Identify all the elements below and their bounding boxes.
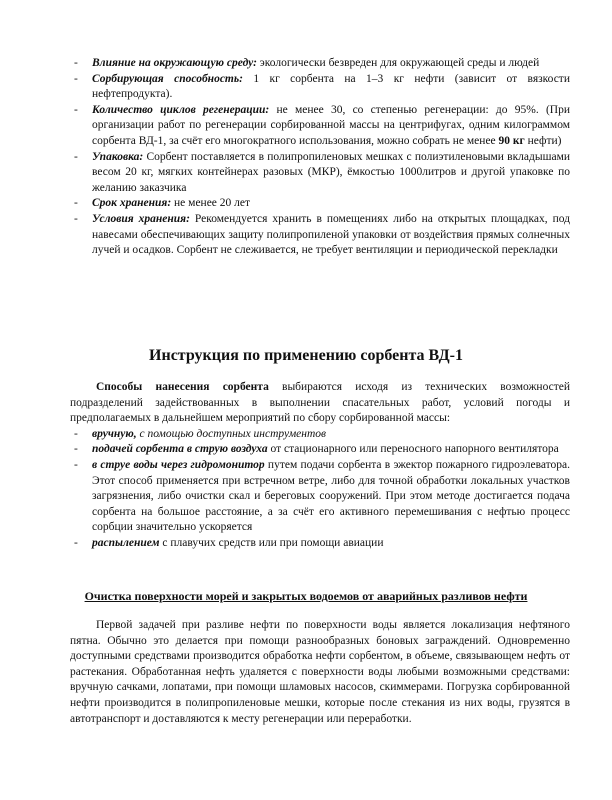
list-bullet: -	[74, 72, 78, 85]
intro-term: Способы нанесения сорбента	[96, 381, 269, 393]
item-text: 1 кг сорбента на 1–3 кг нефти (зависит от вязкости нефтепродукта).	[92, 72, 570, 101]
item-bold-value: 90 кг	[498, 134, 525, 147]
instructions-heading: Инструкция по применению сорбента ВД-1	[149, 347, 463, 364]
methods-list	[70, 427, 570, 552]
item-text: не менее 20 лет	[171, 197, 251, 210]
cleanup-heading: Очистка поверхности морей и закрытых водоемов от аварийных разливов нефти	[84, 589, 528, 603]
list-bullet: -	[74, 458, 78, 471]
list-item-sorption	[70, 72, 570, 103]
item-term: Условия хранения:	[92, 212, 190, 225]
intro-text: выбираются исходя из технических возможностей подразделений задействованных в выполнении спасательных работ, условий погоды и предполагаемых в дальнейшем мероприятий по сбору сорбированной массы:	[70, 381, 570, 425]
item-text: экологически безвреден для окружающей среды и людей	[256, 57, 540, 69]
item-term: Влияние на окружающую среду:	[92, 57, 257, 69]
list-item-method-spray	[70, 536, 570, 552]
list-bullet: -	[74, 427, 78, 440]
item-term: Количество циклов регенерации:	[92, 103, 270, 116]
list-bullet: -	[74, 443, 78, 456]
item-term: Срок хранения:	[92, 197, 172, 210]
cleanup-section	[70, 618, 570, 727]
list-item-environment	[70, 56, 570, 72]
list-item-shelf-life	[70, 196, 570, 212]
item-term: Упаковка:	[92, 150, 144, 163]
item-text: Сорбент поставляется в полипропиленовых мешках с полиэтиленовыми вкладышами весом 20 кг, мягких контейнерах разовых (МКР), ёмкостью 1000литров и другой упаковке по желанию заказчика	[92, 150, 570, 194]
instructions-intro	[70, 380, 570, 427]
item-term: Сорбирующая способность:	[92, 72, 243, 85]
item-text: от стационарного или переносного напорного вентилятора	[267, 443, 559, 456]
item-term: вручную,	[92, 427, 137, 440]
item-text: не менее 30, со степенью регенерации: до 95%. (При организации работ по регенерации сорбированной массы на центрифугах, одним килограммом сорбента ВД-1, за счёт его многократного использования, можно собрать не менее	[92, 103, 570, 147]
list-bullet: -	[74, 150, 78, 163]
cleanup-paragraph: Первой задачей при разливе нефти по поверхности воды является локализация нефтяного пятна. Обычно это делается при помощи разнообразных боновых заграждений. Одновременно доступными средствами производится обработка нефти сорбентом, в объеме, связывающем нефть от растекания. Обработанная нефть удаляется с поверхности воды любыми возможными средствами: вручную сачками, лопатами, при помощи шламовых насосов, скиммерами. Погрузка сорбированной нефти производится в полипропиленовые мешки, которые после стекания из них воды, грузятся в автотранспорт и доставляются к месту регенерации или переработки.	[70, 619, 570, 725]
instructions-section	[70, 380, 570, 552]
item-term: распылением	[92, 536, 160, 549]
list-bullet: -	[74, 57, 78, 69]
list-item-method-manual	[70, 427, 570, 443]
item-term: в струе воды через гидромонитор	[92, 458, 265, 471]
list-item-packaging	[70, 150, 570, 197]
item-text: с плавучих средств или при помощи авиации	[159, 536, 384, 549]
item-term: подачей сорбента в струю воздуха	[92, 443, 268, 456]
item-text-after: нефти)	[524, 134, 562, 147]
list-item-method-water	[70, 458, 570, 536]
item-text: путем подачи сорбента в эжектор пожарного гидроэлеватора. Этот способ применяется при встречном ветре, либо для точной обработки локальных участков загрязнения, либо очистки скал и береговых сооружений. При этом методе достигается подача сорбента на большое расстояние, а за счёт его активного перемешивания с нефтью процесс сорбции значительно ускоряется	[92, 458, 571, 534]
list-bullet: -	[74, 197, 78, 210]
item-text: Рекомендуется хранить в помещениях либо на открытых площадках, под навесами обеспечивающих защиту полипропиленой упаковки от воздействия прямых солнечных лучей и осадков. Сорбент не слеживается, не требует вентиляции и периодической перекладки	[92, 212, 570, 257]
properties-list	[70, 56, 570, 259]
item-text: с помощью доступных инструментов	[136, 427, 327, 440]
properties-section	[70, 56, 570, 259]
list-item-regeneration	[70, 103, 570, 150]
list-bullet: -	[74, 103, 78, 116]
list-item-method-air	[70, 442, 570, 458]
list-bullet: -	[74, 212, 78, 225]
list-item-storage	[70, 212, 570, 259]
list-bullet: -	[74, 536, 78, 549]
